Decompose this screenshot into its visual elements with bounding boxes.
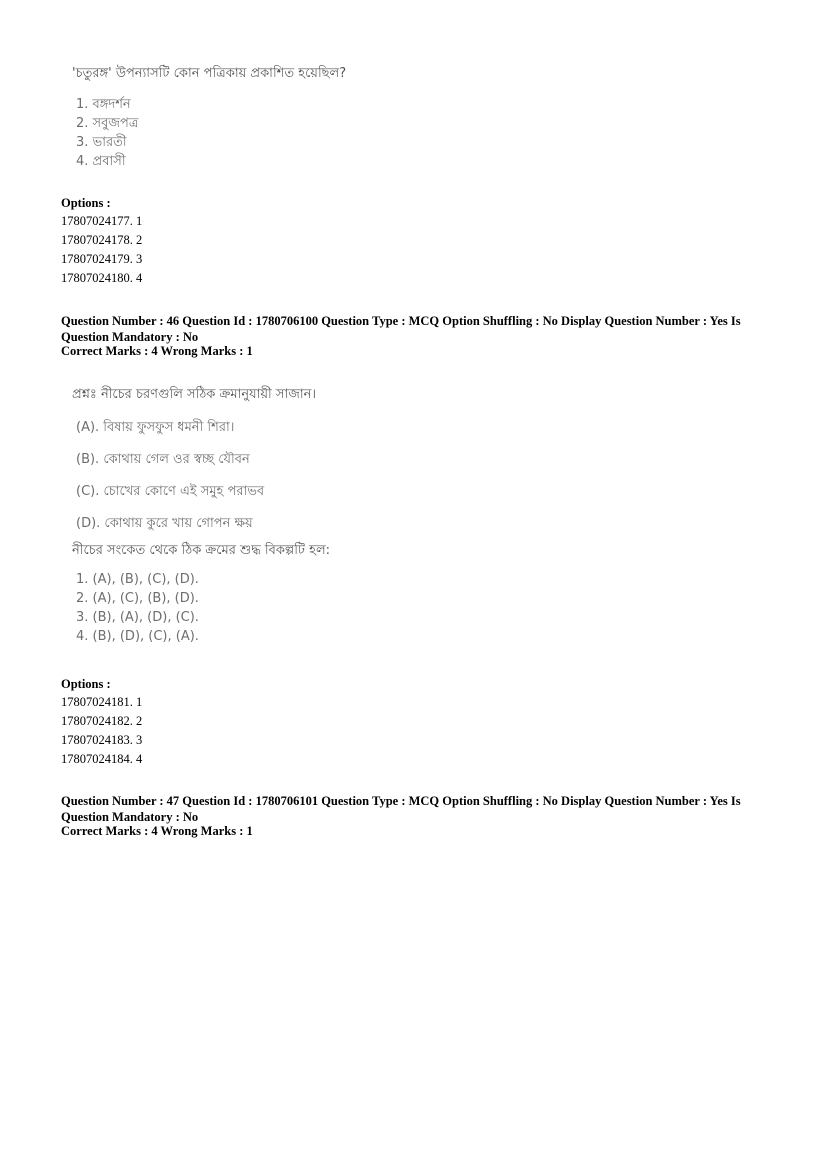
option-id-line: 17807024183. 3 [61, 733, 143, 747]
question-47-marks: Correct Marks : 4 Wrong Marks : 1 [61, 824, 253, 838]
option-id-line: 17807024182. 2 [61, 714, 143, 728]
question-46-marks: Correct Marks : 4 Wrong Marks : 1 [61, 344, 253, 358]
question-45-image-option-2: 2. সবুজপত্র [76, 116, 139, 131]
question-46-image-option-2: 2. (A), (C), (B), (D). [76, 591, 199, 606]
question-46-meta: Question Number : 46 Question Id : 1780706100 Question Type : MCQ Option Shuffling : No Display Question Number : Yes Is Question Mandatory : No [61, 314, 741, 344]
option-id-line: 17807024180. 4 [61, 271, 143, 285]
question-45-image-option-3: 3. ভারতী [76, 135, 127, 150]
option-id-line: 17807024181. 1 [61, 695, 143, 709]
question-46-stanza-b: (B). কোথায় গেল ওর স্বচ্ছ যৌবন [76, 452, 250, 467]
option-id-line: 17807024184. 4 [61, 752, 143, 766]
question-45-image [72, 64, 346, 171]
question-46-image [72, 385, 330, 646]
question-46-stanza-c: (C). চোখের কোণে এই সমুহ পরাভব [76, 484, 265, 499]
question-46-stanza-d: (D). কোথায় কুরে খায় গোপন ক্ষয় [76, 516, 253, 531]
option-id-line: 17807024179. 3 [61, 252, 143, 266]
option-id-line: 17807024177. 1 [61, 214, 143, 228]
question-46-image-option-3: 3. (B), (A), (D), (C). [76, 610, 199, 625]
question-45-image-option-1: 1. বঙ্গদর্শন [76, 97, 131, 112]
question-46-image-option-4: 4. (B), (D), (C), (A). [76, 629, 199, 644]
question-46-stem: প্রশ্নঃ নীচের চরণগুলি সঠিক ক্রমানুযায়ী সাজান। [72, 387, 317, 402]
question-46-image-option-1: 1. (A), (B), (C), (D). [76, 572, 199, 587]
question-47-meta: Question Number : 47 Question Id : 1780706101 Question Type : MCQ Option Shuffling : No Display Question Number : Yes Is Question Mandatory : No [61, 794, 741, 824]
options-heading: Options : [61, 196, 111, 210]
option-id-line: 17807024178. 2 [61, 233, 143, 247]
options-heading: Options : [61, 677, 111, 691]
question-45-image-option-4: 4. প্রবাসী [76, 154, 126, 169]
question-45-stem: 'চতুরঙ্গ' উপন্যাসটি কোন পত্রিকায় প্রকাশিত হয়েছিল? [72, 66, 347, 81]
question-46-stanza-a: (A). বিষায় ফুসফুস ধমনী শিরা। [76, 420, 235, 435]
question-46-prompt: নীচের সংকেত থেকে ঠিক ক্রমের শুদ্ধ বিকল্পটি হল: [72, 543, 331, 558]
